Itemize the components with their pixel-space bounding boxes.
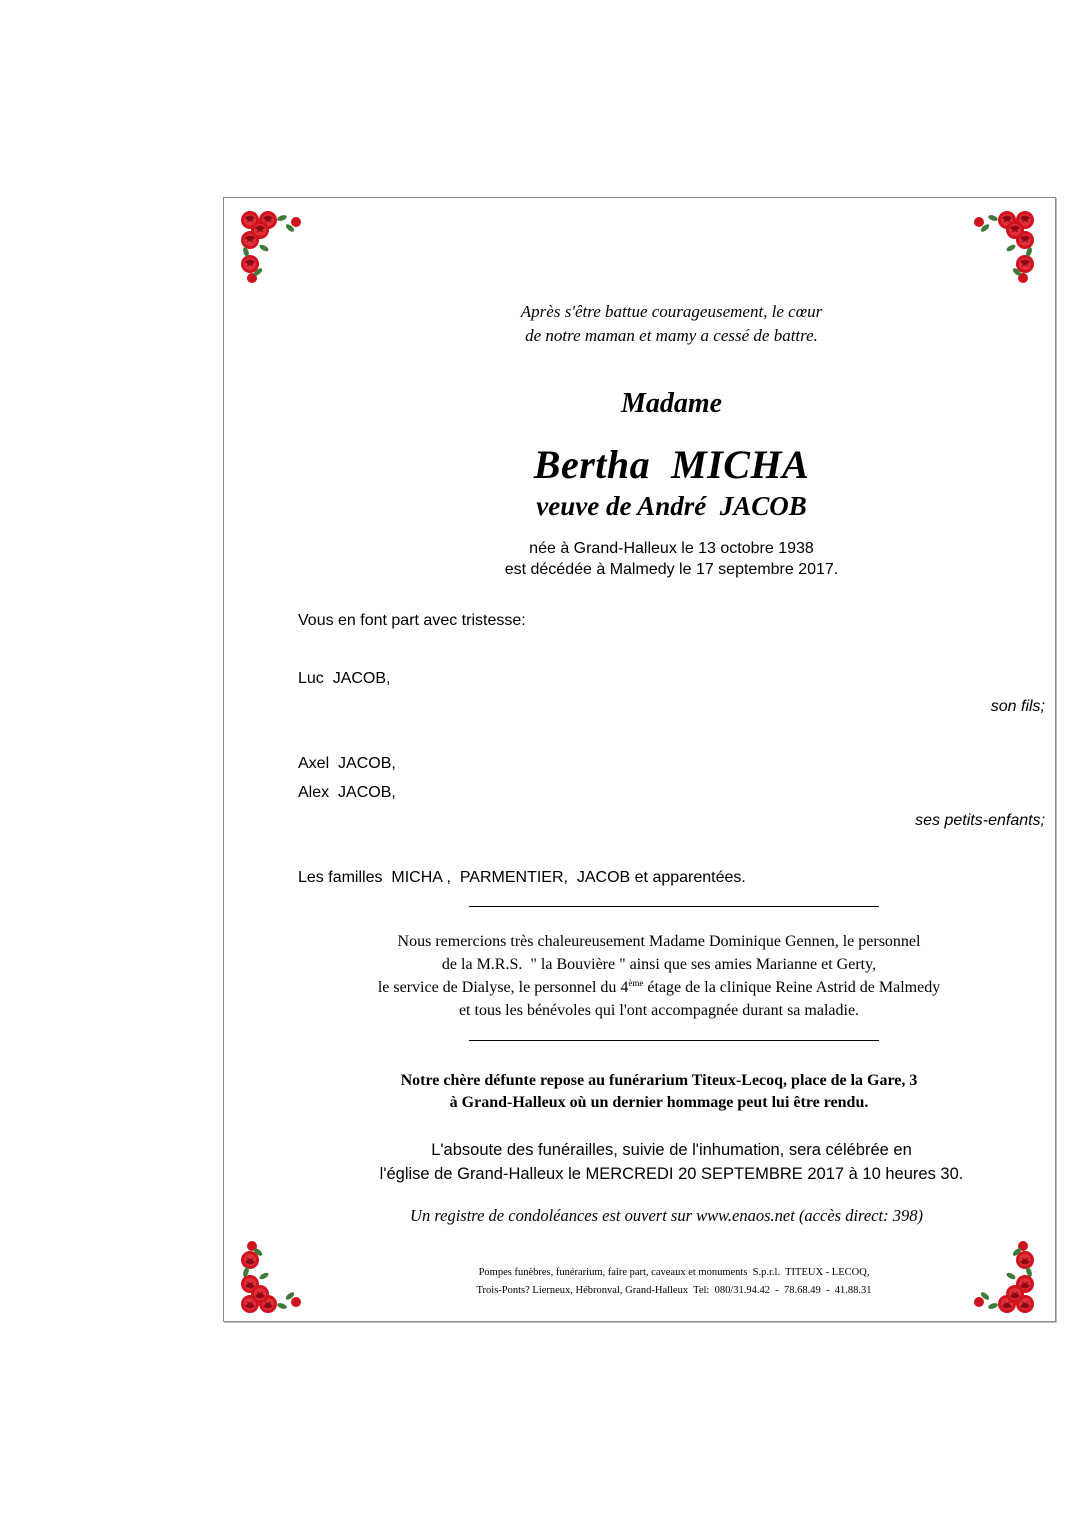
footer-line-2: Trois-Ponts? Lierneux, Hébronval, Grand-Halleux Tel: 080/31.94.42 - 78.68.49 - 41.88.31	[476, 1285, 872, 1296]
thanks-block	[294, 930, 1024, 1022]
separator-rule-2	[469, 1040, 879, 1041]
thanks-line-3-end: étage de la clinique Reine Astrid de Malmedy	[643, 979, 941, 996]
grandchild-2: Alex JACOB,	[298, 784, 396, 801]
son-name: Luc JACOB,	[298, 670, 391, 687]
thanks-line-4: et tous les bénévoles qui l'ont accompagnée durant sa maladie.	[458, 1002, 860, 1019]
thanks-line-2: de la M.R.S. " la Bouvière " ainsi que ses amies Marianne et Gerty,	[441, 956, 877, 973]
repose-block	[294, 1070, 1024, 1114]
grandchild-1: Axel JACOB,	[298, 755, 396, 772]
footer-line-1: Pompes funèbres, funérarium, faire part, caveaux et monuments S.p.r.l. TITEUX - LECOQ,	[478, 1267, 870, 1278]
grandchildren-role: ses petits-enfants;	[915, 812, 1045, 829]
intro-line-2: de notre maman et mamy a cessé de battre.	[525, 326, 818, 345]
repose-line-1: Notre chère défunte repose au funérarium Titeux-Lecoq, place de la Gare, 3	[400, 1072, 918, 1089]
repose-line-2: à Grand-Halleux où un dernier hommage peut lui être rendu.	[449, 1094, 869, 1111]
death-line: est décédée à Malmedy le 17 septembre 2017.	[504, 561, 839, 578]
deceased-name: Bertha MICHA	[533, 442, 810, 487]
announce-line: Vous en font part avec tristesse:	[298, 612, 526, 629]
obituary-card	[223, 197, 1056, 1322]
dates-block	[454, 538, 889, 580]
funeral-line-2: l'église de Grand-Halleux le MERCREDI 20 SEPTEMBRE 2017 à 10 heures 30.	[379, 1165, 964, 1183]
funeral-line-1: L'absoute des funérailles, suivie de l'inhumation, sera célébrée en	[431, 1141, 912, 1159]
thanks-line-3-start: le service de Dialyse, le personnel du 4	[377, 979, 629, 996]
thanks-line-3	[294, 976, 1024, 999]
funeral-block	[294, 1138, 1049, 1186]
rose-corner-top-right	[969, 208, 1037, 283]
son-role: son fils;	[990, 698, 1045, 715]
separator-rule-1	[469, 906, 879, 907]
thanks-line-3-superscript: ème	[628, 978, 644, 988]
thanks-line-1: Nous remercions très chaleureusement Madame Dominique Gennen, le personnel	[397, 933, 921, 950]
title-madame: Madame	[620, 388, 723, 419]
rose-corner-bottom-left	[238, 1241, 306, 1316]
families-line: Les familles MICHA , PARMENTIER, JACOB et apparentées.	[298, 869, 746, 886]
funeral-home-footer	[354, 1264, 994, 1300]
birth-line: née à Grand-Halleux le 13 octobre 1938	[529, 540, 814, 557]
intro-line-1: Après s'être battue courageusement, le cœur	[520, 302, 823, 321]
widow-line: veuve de André JACOB	[536, 491, 807, 521]
intro-text	[484, 300, 859, 348]
rose-corner-top-left	[238, 208, 306, 283]
condolence-register: Un registre de condoléances est ouvert sur www.enaos.net (accès direct: 398)	[410, 1206, 923, 1225]
